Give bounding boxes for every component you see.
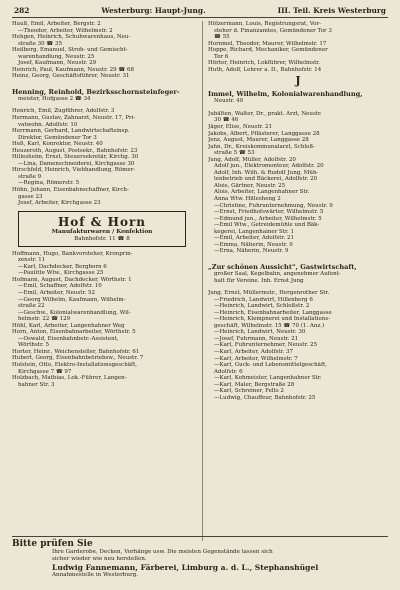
directory-entry: —Emil, Arbeiter, Neustr. 52	[18, 289, 96, 296]
directory-entry: Hehgen, Heinrich, Schuhwarenhaus, Neu-	[12, 34, 131, 41]
directory-entry: Herrmann, Gerhard, Landwirtschaftsinsp.	[12, 128, 130, 135]
directory-entry: warenhandlung, Neustr. 25	[18, 53, 95, 60]
directory-entry: —Emil, Schaffner, Adolfstr. 10	[18, 283, 102, 290]
directory-entry: Hubert, Georg, Eisenbahnbetriebsw., Neustr. 7	[12, 355, 144, 362]
directory-entry: straße 30 ☎ 35	[18, 40, 62, 47]
directory-entry: Hörter, Heinrich, Lokführer, Wilhelmstr.	[208, 60, 321, 67]
footer-line1: Ihre Garderobe, Decken, Vorhänge usw. Die meisten Gegenstände lassen sich	[52, 549, 273, 555]
directory-entry: Anna Wtw. Hillesheng 2	[214, 196, 281, 203]
directory-entry: Alois, Arbeiter, Langenhahner Str.	[214, 189, 310, 196]
page-title: Westerburg: Haupt-Jung.	[101, 6, 206, 15]
directory-entry: —Emil, Arbeiter, Adolfstr. 21	[214, 235, 295, 242]
ad-line1: Manufakturwaren / Konfektion	[51, 228, 153, 235]
directory-entry: Alois, Gärtner, Neustr. 25	[214, 182, 286, 189]
ad-line2: Bahnhofstr. 11 ☎ 8	[74, 235, 130, 242]
directory-entry: —Heinrich, Klempnerei und Installations-	[214, 316, 331, 323]
directory-entry: Hoffmann, Hugo, Bankvorsteher, Kronprin-	[12, 250, 133, 257]
directory-entry: Holstein, Otto, Elektro-Installationsgeschäft,	[12, 361, 138, 368]
directory-entry: „Zur schönen Aussicht“, Gastwirtschaft,	[208, 262, 357, 271]
left-column	[12, 21, 192, 541]
directory-entry: —Erna, Näherin, Neustr. 9	[214, 248, 289, 255]
directory-entry: halt für Vereine. Inh. Ernst Jung	[214, 277, 304, 284]
directory-entry: —Karl, Maler, Bergstraße 28	[214, 381, 295, 388]
directory-entry: Holzbach, Mathias, Lok.-Führer, Langen-	[12, 375, 127, 382]
footer-line3: Annahmestelle in Westerburg.	[52, 572, 138, 578]
directory-entry: Hoppe, Richard, Mechaniker, Gemündener	[208, 47, 328, 54]
directory-entry: —Karl, Arbeiter, Wilhelmstr. 7	[214, 355, 298, 362]
directory-entry: Heinrich, Paul, Kaufmann, Neustr. 29 ☎ 68	[12, 66, 134, 73]
directory-entry: 30 ☎ 46	[214, 117, 239, 124]
directory-entry: —Heinrich, Landwirt, Neustr. 30	[214, 329, 306, 336]
directory-entry: —Edmund jun., Arbeiter, Wilhelmstr. 5	[214, 215, 322, 222]
directory-entry: hahner Str. 3	[18, 381, 55, 388]
directory-entry: Hermann, Gustav, Zahnarzt, Neustr. 17, Pri-	[12, 115, 136, 122]
directory-entry: —Georg Wilhelm, Kaufmann, Wilhelm-	[18, 296, 126, 303]
directory-entry: Kirchgasse 7 ☎ 97	[18, 368, 72, 375]
directory-entry: —Ernst, Friedhofswärter, Wilhelmstr. 5	[214, 209, 324, 216]
directory-entry: zenstr. 11	[18, 257, 46, 264]
directory-entry: Hofmann, August, Dachdecker, Wörthstr. 1	[12, 276, 132, 283]
directory-entry: meister, Hofgasse 2 ☎ 34	[18, 95, 91, 102]
directory-entry: —Theodor, Arbeiter, Wilhelmstr. 2	[18, 27, 113, 34]
directory-entry: Hornmel, Theodor, Maurer, Wilhelmstr. 17	[208, 40, 327, 47]
directory-entry: —Karl, Arbeiter, Adolfstr. 37	[214, 348, 294, 355]
directory-entry: Hauß, Emil, Arbeiter, Bergstr. 2	[12, 21, 101, 27]
directory-entry: Hirschfeld, Heinrich, Viehhandlung, Römer-	[12, 167, 136, 174]
directory-entry: Adolfstr. 6	[214, 368, 243, 375]
directory-entry: Jung, Ernst, Müllermstr., Hergenrother Str.	[208, 290, 330, 297]
directory-entry: kegerei, Langenhainer Str. 1	[214, 228, 295, 235]
directory-entry: Heuzeroth, August, Postsekr., Bahnhofstr. 23	[12, 147, 138, 154]
section-title: III. Teil. Kreis Westerburg	[277, 6, 386, 15]
page-number: 282	[14, 6, 30, 15]
directory-entry: Heilberg, Emanuel, Stroh- und Gemischt-	[12, 47, 128, 54]
directory-entry: Josef, Kaufmann, Neustr. 29	[18, 60, 97, 67]
directory-entry: Henning, Reinhold, Bezirksschornsteinfeger-	[12, 87, 180, 96]
directory-entry: Hillesheim, Ernst, Steuersekretär, Kirchg. 30	[12, 154, 139, 161]
directory-entry: Tor 6	[214, 53, 229, 60]
directory-entry: ☎ 55	[214, 34, 230, 41]
directory-entry: —Emil Wtw., Getreidemühle und Bäk-	[214, 222, 320, 229]
page-header	[12, 6, 388, 18]
directory-entry: —Friedrich, Landwirt, Hillenberg 6	[214, 296, 313, 303]
directory-entry: Jubälten, Walter, Dr., prakt. Arzt, Neustr.	[208, 110, 322, 117]
directory-entry: Heinz, Georg, Geschäftsführer, Neustr. 31	[12, 73, 130, 80]
directory-entry: Höhl, Karl, Arbeiter, Langenhahner Weg	[12, 322, 125, 329]
left-entries-2	[12, 251, 192, 388]
directory-entry: —Karl, Dachdecker, Bergborn 6	[18, 263, 107, 270]
directory-entry: —Christine, Fuhrunternehmung, Neustr. 9	[214, 202, 333, 209]
directory-entry: Adolf jun., Elektromonteur, Adolfstr. 20	[214, 163, 324, 170]
footer-title: Bitte prüfen Sie	[12, 539, 93, 549]
directory-entry: Jäger, Elise, Neustr. 21	[208, 124, 273, 131]
entry-gap	[208, 255, 388, 261]
directory-entry: Direktor, Gemündener Tor 3	[18, 134, 97, 141]
footer-line2: sicher wieder wie neu herstellen.	[52, 556, 147, 562]
directory-entry: —Oswald, Eisenbahnbetr.-Assistent,	[18, 335, 119, 342]
directory-entry: Jenz, August, Maurer, Langgasse 28	[208, 137, 309, 144]
directory-entry: —Heinrich, Eisenbahnarbeiter, Langgasse	[214, 309, 332, 316]
directory-entry: Josef, Arbeiter, Kirchgasse 23	[18, 200, 101, 207]
section-letter: J	[295, 74, 301, 88]
footer-advertisement	[12, 536, 388, 579]
advertisement-box	[18, 211, 186, 247]
directory-entry: Horn, Anton, Eisenbahnarbeiter, Wörthstr. 5	[12, 329, 136, 336]
directory-entry: —Josef, Fuhrmann, Neustr. 21	[214, 335, 299, 342]
directory-entry: straße 22	[18, 303, 45, 310]
directory-entry: Wörthstr. 5	[18, 342, 50, 349]
ad-name: Hof & Horn	[57, 214, 147, 229]
directory-entry: —Lina, Damenschneiderei, Kirchgasse 30	[18, 160, 135, 167]
directory-entry: —Karl, Guck- und Lebensmittelgeschäft,	[214, 362, 327, 369]
directory-entry: gasse 23	[18, 193, 43, 200]
directory-entry: helmstr. 22 ☎ 129	[18, 316, 71, 323]
directory-entry: Adolf, Inh. Wilh. & Rudolf Jung, Müh-	[214, 169, 319, 176]
directory-entry: straße 5 ☎ 53	[214, 150, 255, 157]
directory-entry: —Karl, Schreiner, Felts 2	[214, 388, 284, 395]
right-column	[202, 21, 388, 541]
directory-entry: Heß, Karl, Konrektor, Neustr. 40	[12, 141, 103, 148]
right-entries	[208, 21, 388, 73]
directory-entry: Jahn, Dr., Kreiskommunalarzt, Schloß-	[208, 143, 316, 150]
directory-entry: —Karl, Kohmeister, Langenhahner Str.	[214, 375, 322, 382]
directory-entry: —Karl, Fuhrunternehmer, Neustr. 25	[214, 342, 317, 349]
directory-entry: steher d. Finanzamtes, Gemündener Tor 3	[214, 27, 332, 34]
directory-entry: Huth, Adolf, Lehrer a. D., Bahnhofstr. 14	[208, 66, 322, 73]
directory-entry: Neustr. 49	[214, 98, 244, 105]
directory-entry: —Regina, Römerstr. 5	[18, 180, 80, 187]
footer-firm: Ludwig Fannemann, Färberei, Limburg a. d. L., Stephanshügel	[52, 563, 319, 572]
directory-entry: Jung, Adolf, Müller, Adolfstr. 20	[208, 156, 296, 163]
directory-entry: —Heinrich, Landwirt, Schloßstr. 2	[214, 303, 310, 310]
directory-entry: Jakobs, Albert, Pflästerer, Langgasse 28	[208, 130, 320, 137]
directory-entry: Höhn, Johann, Eisenbahnschaffner, Kirch-	[12, 187, 129, 194]
left-entries	[12, 21, 192, 207]
directory-entry: vatwohn. Adolfstr. 10	[18, 121, 78, 128]
directory-entry: geschäft, Wilhelmstr. 15 ☎ 70 (1. Anz.)	[214, 322, 325, 329]
directory-entry: großer Saal, Kegelbahn, angenehmer Aufent-	[214, 270, 341, 277]
directory-entry: Henrich, Emil, Zugführer, Adolfstr. 3	[12, 108, 115, 115]
directory-entry: lenbetrieb und Bäckerei, Adolfstr. 20	[214, 176, 318, 183]
directory-entry: —Emma, Näherin, Neustr. 9	[214, 241, 293, 248]
directory-entry: straße 9	[18, 173, 42, 180]
directory-entry: —Geschw., Kolonialwarenhandlung, Wil-	[18, 309, 131, 316]
directory-entry: Hölzermann, Louis, Registrungsrat, Vor-	[208, 21, 321, 27]
directory-entry: —Paulitte Wtw., Kirchgasse 25	[18, 270, 104, 277]
directory-entry: Immel, Wilhelm, Kolonialwarenhandlung,	[208, 90, 363, 99]
directory-entry: —Ludwig, Chauffeur, Bahnhofstr. 25	[214, 394, 316, 401]
directory-entry: Horter, Heinr., Weichensteller, Bahnhofstr. 61	[12, 348, 140, 355]
entry-gap	[12, 80, 192, 86]
right-entries-2	[208, 90, 388, 401]
